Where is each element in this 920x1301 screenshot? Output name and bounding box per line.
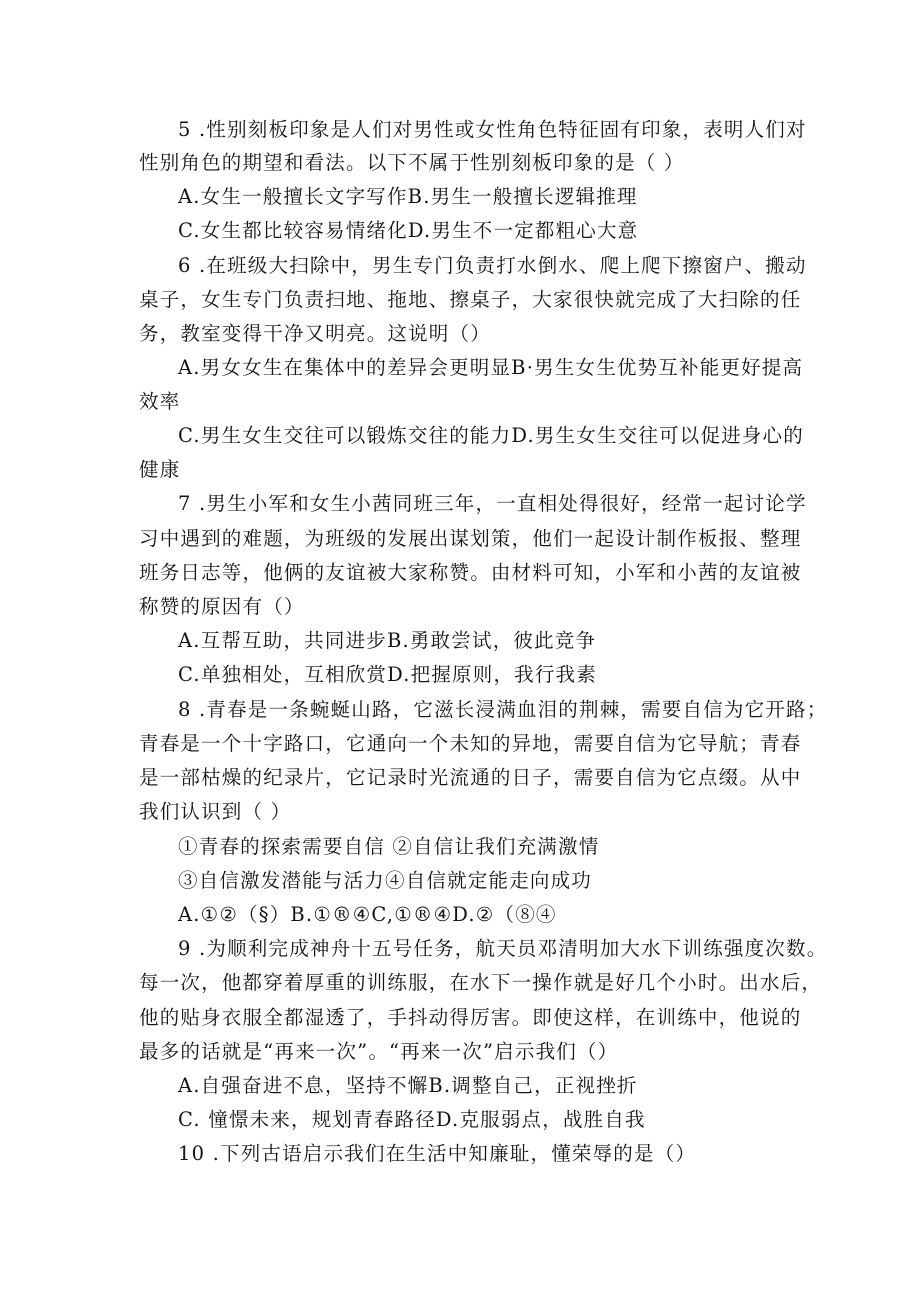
q6-options-line-2: 效率 (139, 390, 181, 413)
q5-options-line-2: C.女生都比较容易情绪化D.男生不一定都粗心大意 (178, 219, 639, 242)
q5-stem-line-2: 性别角色的期望和看法。以下不属于性别刻板印象的是（ ） (139, 151, 685, 174)
q10-stem-line-1: 10 .下列古语启示我们在生活中知廉耻，懂荣辱的是（） (178, 1142, 697, 1165)
q9-options-line-2: C. 憧憬未来，规划青春路径D.克服弱点，战胜自我 (178, 1108, 646, 1131)
q8-statements-line-2: ③自信激发潜能与活力④自信就定能走向成功 (178, 869, 593, 892)
q8-stem-line-2: 青春是一个十字路口，它通向一个未知的异地，需要自信为它导航；青春 (139, 732, 802, 755)
q6-stem-line-2: 桌子，女生专门负责扫地、拖地、擦桌子，大家很快就完成了大扫除的任 (139, 288, 802, 311)
q6-stem-line-3: 务，教室变得干净又明亮。这说明（） (139, 322, 491, 345)
q9-options-line-1: A.自强奋进不息，坚持不懈B.调整自己，正视挫折 (178, 1074, 638, 1097)
q9-stem-line-4: 最多的话就是“再来一次”。“再来一次”启示我们（） (139, 1040, 619, 1063)
q6-stem-line-1: 6 .在班级大扫除中，男生专门负责打水倒水、爬上爬下擦窗户、搬动 (178, 254, 807, 277)
q8-stem-line-4: 我们认识到（ ） (139, 800, 292, 823)
q9-stem-line-3: 他的贴身衣服全都湿透了，手抖动得厉害。即使这样，在训练中，他说的 (139, 1006, 802, 1029)
q8-options-line: A.①②（§）B.①®④C,①®④D.②（⑧④ (178, 903, 557, 926)
q7-stem-line-2: 习中遇到的难题，为班级的发展出谋划策，他们一起设计制作板报、整理 (139, 527, 802, 550)
q9-stem-line-1: 9 .为顺利完成神舟十五号任务，航天员邓清明加大水下训练强度次数。 (178, 937, 828, 960)
q7-stem-line-1: 7 .男生小军和女生小茜同班三年，一直相处得很好，经常一起讨论学 (178, 492, 807, 515)
q7-stem-line-3: 班务日志等，他俩的友谊被大家称赞。由材料可知，小军和小茜的友谊被 (139, 561, 802, 584)
q9-stem-line-2: 每一次，他都穿着厚重的训练服，在水下一操作就是好几个小时。出水后， (139, 971, 823, 994)
q8-statements-line-1: ①青春的探索需要自信 ②自信让我们充满激情 (178, 835, 600, 858)
q8-stem-line-3: 是一部枯燥的纪录片，它记录时光流通的日子，需要自信为它点缀。从中 (139, 766, 802, 789)
q6-options-line-4: 健康 (139, 458, 181, 481)
q7-stem-line-4: 称赞的原因有（） (139, 595, 305, 618)
q5-stem-line-1: 5 .性别刻板印象是人们对男性或女性角色特征固有印象，表明人们对 (178, 118, 807, 141)
q6-options-line-1: A.男女女生在集体中的差异会更明显B·男生女生优势互补能更好提高 (178, 356, 804, 379)
q7-options-line-2: C.单独相处，互相欣赏D.把握原则，我行我素 (178, 663, 597, 686)
q5-options-line-1: A.女生一般擅长文字写作B.男生一般擅长逻辑推理 (178, 185, 638, 208)
q7-options-line-1: A.互帮互助，共同进步B.勇敢尝试，彼此竞争 (178, 629, 597, 652)
q8-stem-line-1: 8 .青春是一条蜿蜒山路，它滋长浸满血泪的荆棘，需要自信为它开路； (178, 698, 828, 721)
q6-options-line-3: C.男生女生交往可以锻炼交往的能力D.男生女生交往可以促进身心的 (178, 424, 804, 447)
